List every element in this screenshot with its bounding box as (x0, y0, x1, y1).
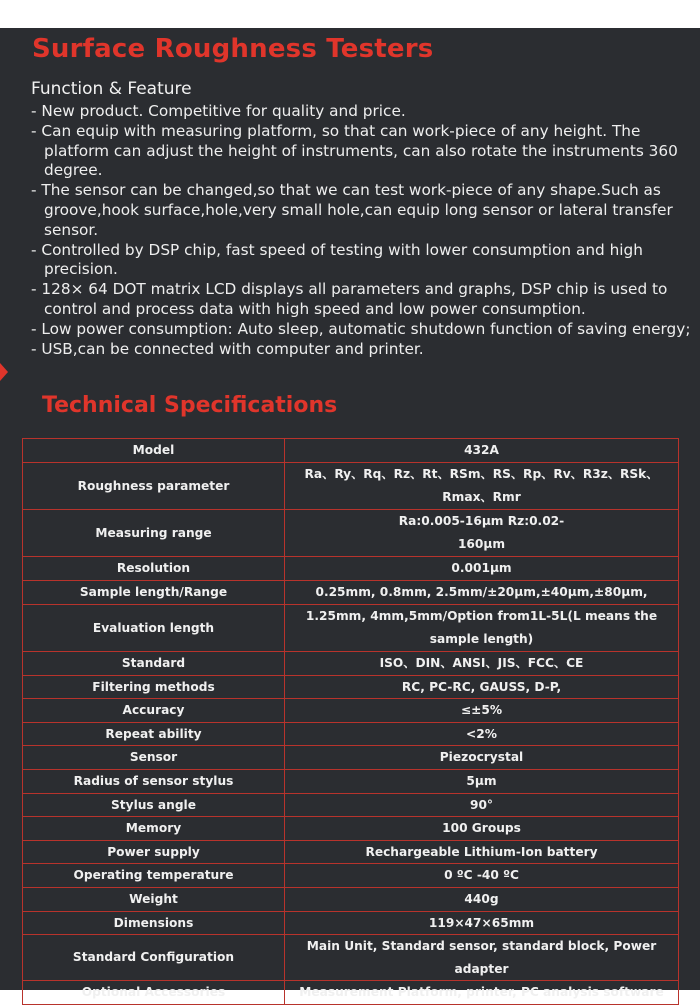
feature-item: - 128× 64 DOT matrix LCD displays all parameters and graphs, DSP chip is used to control and process data with high speed and low power consumption. (31, 280, 696, 320)
table-row (23, 840, 679, 864)
spec-label: Measuring range (23, 510, 285, 557)
spec-label: Evaluation length (23, 604, 285, 651)
table-row (23, 981, 679, 1005)
table-row (23, 652, 679, 676)
spec-label: Filtering methods (23, 675, 285, 699)
table-row (23, 817, 679, 841)
spec-label: Memory (23, 817, 285, 841)
spec-heading: Technical Specifications (42, 393, 338, 418)
table-row (23, 510, 679, 557)
spec-value: 432A (285, 439, 679, 463)
table-row (23, 793, 679, 817)
table-row (23, 557, 679, 581)
spec-value: ISO、DIN、ANSI、JIS、FCC、CE (285, 652, 679, 676)
spec-value: 0.001μm (285, 557, 679, 581)
feature-item: - Can equip with measuring platform, so that can work-piece of any height. The platform can adjust the height of instruments, can also rotate the instruments 360 degree. (31, 122, 696, 181)
spec-label: Repeat ability (23, 722, 285, 746)
spec-label: Model (23, 439, 285, 463)
spec-value: 0 ºC -40 ºC (285, 864, 679, 888)
spec-value: 119×47×65mm (285, 911, 679, 935)
spec-label: Accuracy (23, 699, 285, 723)
spec-value: 0.25mm, 0.8mm, 2.5mm/±20μm,±40μm,±80μm, (285, 581, 679, 605)
spec-value: 90° (285, 793, 679, 817)
feature-list (31, 102, 696, 359)
spec-value: <2% (285, 722, 679, 746)
spec-label: Standard (23, 652, 285, 676)
table-row (23, 675, 679, 699)
table-row (23, 935, 679, 981)
table-row (23, 887, 679, 911)
red-triangle-marker (0, 363, 8, 381)
spec-label: Radius of sensor stylus (23, 769, 285, 793)
table-row (23, 911, 679, 935)
spec-value: 440g (285, 887, 679, 911)
spec-label: Operating temperature (23, 864, 285, 888)
spec-label: Resolution (23, 557, 285, 581)
spec-label: Power supply (23, 840, 285, 864)
spec-label: Roughness parameter (23, 462, 285, 509)
spec-label: Dimensions (23, 911, 285, 935)
feature-heading: Function & Feature (31, 79, 192, 99)
spec-label: Sensor (23, 746, 285, 770)
spec-table (22, 438, 679, 1005)
spec-value: Main Unit, Standard sensor, standard block, Power adapter (285, 935, 679, 981)
table-row (23, 746, 679, 770)
spec-value: 1.25mm, 4mm,5mm/Option from1L-5L(L means the sample length) (285, 604, 679, 651)
spec-label: Stylus angle (23, 793, 285, 817)
spec-value: Measurement Platform, printer, PC analysis software (285, 981, 679, 1005)
table-row (23, 769, 679, 793)
table-row (23, 722, 679, 746)
spec-label: Weight (23, 887, 285, 911)
table-row (23, 864, 679, 888)
spec-value: RC, PC-RC, GAUSS, D-P, (285, 675, 679, 699)
table-row (23, 581, 679, 605)
table-row (23, 439, 679, 463)
table-row (23, 462, 679, 509)
feature-item: - New product. Competitive for quality and price. (31, 102, 696, 122)
spec-value: Ra:0.005-16μm Rz:0.02-160μm (285, 510, 679, 557)
spec-label: Standard Configuration (23, 935, 285, 981)
spec-label: Optional Accessories (23, 981, 285, 1005)
spec-value: 100 Groups (285, 817, 679, 841)
table-row (23, 699, 679, 723)
feature-item: - Controlled by DSP chip, fast speed of testing with lower consumption and high precision. (31, 241, 696, 281)
table-row (23, 604, 679, 651)
page-title: Surface Roughness Testers (32, 34, 434, 64)
spec-value: Rechargeable Lithium-Ion battery (285, 840, 679, 864)
spec-label: Sample length/Range (23, 581, 285, 605)
spec-value: Ra、Ry、Rq、Rz、Rt、RSm、RS、Rp、Rv、R3z、RSk、Rmax、Rmr (285, 462, 679, 509)
spec-value: 5μm (285, 769, 679, 793)
feature-item: - Low power consumption: Auto sleep, automatic shutdown function of saving energy; (31, 320, 696, 340)
feature-item: - USB,can be connected with computer and printer. (31, 340, 696, 360)
spec-value: ≤±5% (285, 699, 679, 723)
spec-value: Piezocrystal (285, 746, 679, 770)
feature-item: - The sensor can be changed,so that we can test work-piece of any shape.Such as groove,hook surface,hole,very small hole,can equip long sensor or lateral transfer sensor. (31, 181, 696, 240)
